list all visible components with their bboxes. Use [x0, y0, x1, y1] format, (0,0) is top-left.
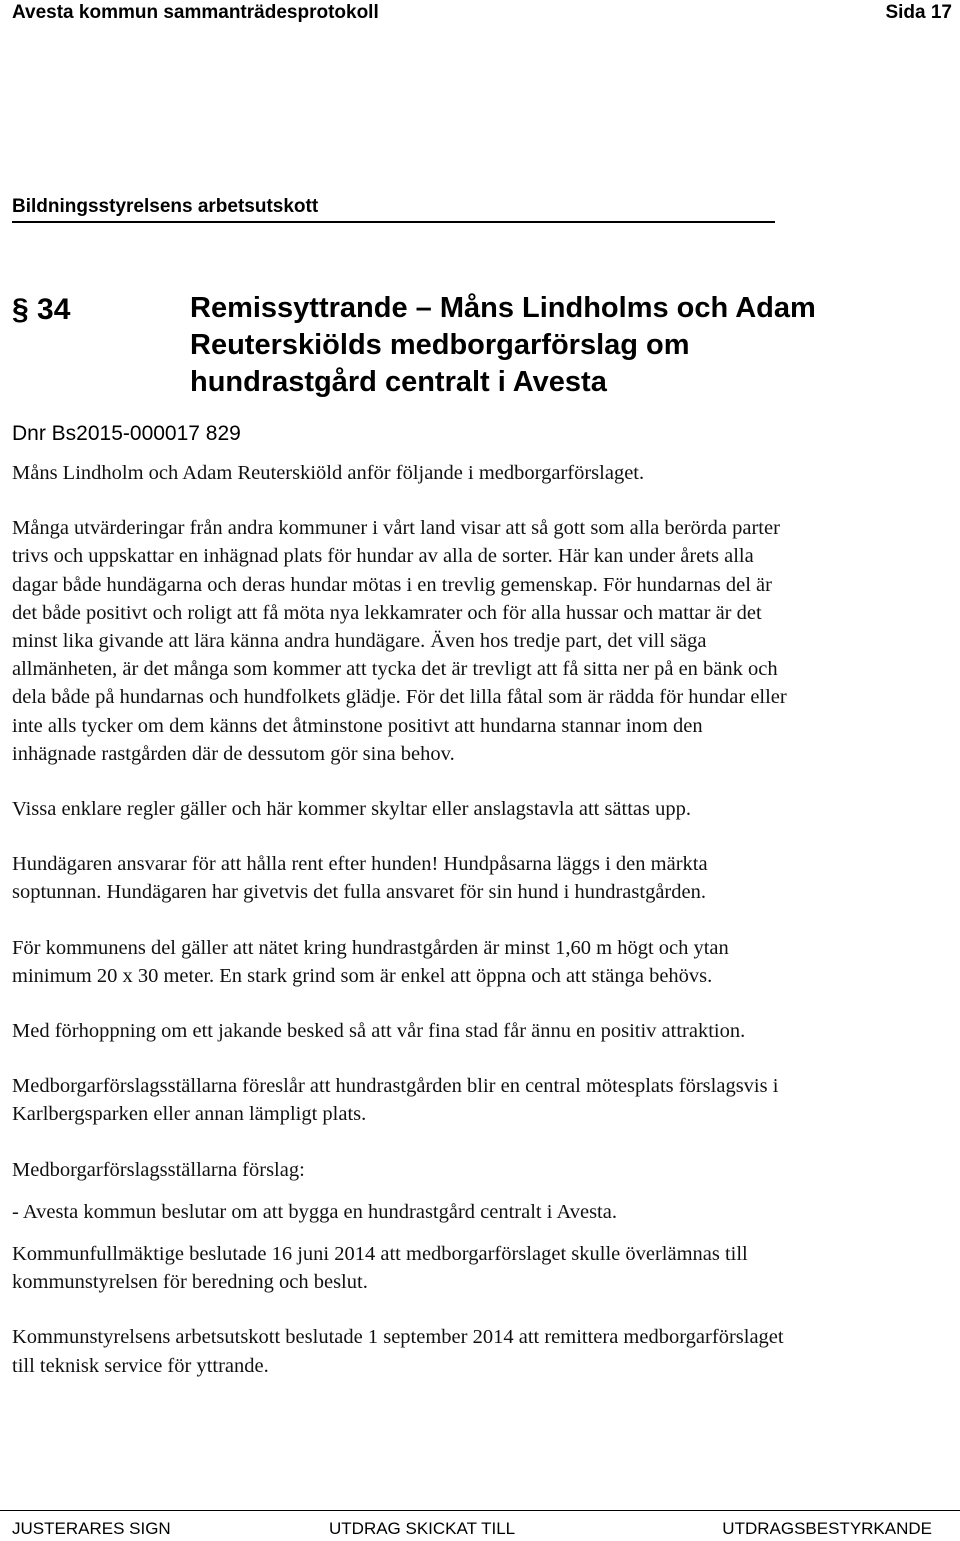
- diary-number: Dnr Bs2015-000017 829: [12, 422, 241, 445]
- paragraph-line: minst lika givande att lära känna andra hundägare. Även hos tredje part, det vill säga: [12, 630, 707, 653]
- committee-name: Bildningsstyrelsens arbetsutskott: [12, 195, 775, 223]
- paragraph-line: trivs och uppskattar en inhägnad plats för hundar av alla de sorter. Här kan under årets alla: [12, 545, 754, 568]
- paragraph-line: Med förhoppning om ett jakande besked så att vår fina stad får ännu en positiv attraktion.: [12, 1020, 746, 1043]
- paragraph: [12, 1156, 952, 1184]
- section-title: [190, 290, 950, 401]
- paragraph-line: kommunstyrelsen för beredning och beslut.: [12, 1271, 368, 1294]
- paragraph: [12, 850, 952, 906]
- section-title-line: hundrastgård centralt i Avesta: [190, 366, 607, 398]
- paragraph-line: till teknisk service för yttrande.: [12, 1354, 269, 1377]
- paragraph-line: Kommunfullmäktige beslutade 16 juni 2014 att medborgarförslaget skulle överlämnas till: [12, 1243, 748, 1266]
- page-header: [12, 0, 952, 26]
- paragraph-line: Vissa enklare regler gäller och här kommer skyltar eller anslagstavla att sättas upp.: [12, 798, 692, 821]
- paragraph: [12, 1072, 952, 1128]
- page-footer: [0, 1510, 960, 1537]
- paragraph-line: För kommunens del gäller att nätet kring hundrastgården är minst 1,60 m högt och ytan: [12, 936, 729, 959]
- section-title-line: Reuterskiölds medborgarförslag om: [190, 329, 690, 361]
- paragraph-line: Karlbergsparken eller annan lämpligt plats.: [12, 1103, 367, 1126]
- paragraph-line: Medborgarförslagsställarna föreslår att hundrastgården blir en central mötesplats förslagsvis i: [12, 1075, 779, 1098]
- paragraph-line: det både positivt och roligt att få möta nya lekkamrater och för alla hussar och mattar är det: [12, 601, 762, 624]
- paragraph-line: Måns Lindholm och Adam Reuterskiöld anför följande i medborgarförslaget.: [12, 462, 645, 484]
- paragraph-line: Hundägaren ansvarar för att hålla rent efter hunden! Hundpåsarna läggs i den märkta: [12, 853, 708, 876]
- footer-utdragsbestyrkande: UTDRAGSBESTYRKANDE: [722, 1519, 932, 1538]
- footer-utdrag-skickat: UTDRAG SKICKAT TILL: [329, 1519, 516, 1538]
- body-text: [12, 459, 952, 1380]
- page-number: Sida 17: [885, 2, 952, 23]
- paragraph-line: Kommunstyrelsens arbetsutskott beslutade 1 september 2014 att remittera medborgarförslaget: [12, 1326, 784, 1349]
- paragraph: [12, 795, 952, 823]
- section-number: § 34: [12, 293, 71, 326]
- paragraph-line: Medborgarförslagsställarna förslag:: [12, 1158, 305, 1181]
- footer-justerares-sign: JUSTERARES SIGN: [12, 1519, 171, 1538]
- paragraph: [12, 1198, 952, 1226]
- paragraph-line: Många utvärderingar från andra kommuner i vårt land visar att så gott som alla berörda parter: [12, 517, 780, 540]
- document-title: Avesta kommun sammanträdesprotokoll: [12, 2, 379, 23]
- paragraph: [12, 514, 952, 768]
- paragraph: [12, 1323, 952, 1379]
- paragraph: [12, 1240, 952, 1296]
- paragraph: [12, 934, 952, 990]
- paragraph: [12, 1017, 952, 1045]
- paragraph-line: inte alls tycker om dem känns det åtminstone positivt att hundarna stannar inom den: [12, 714, 703, 737]
- section-title-line: Remissyttrande – Måns Lindholms och Adam: [190, 292, 816, 324]
- paragraph-line: minimum 20 x 30 meter. En stark grind som är enkel att öppna och att stänga behövs.: [12, 964, 713, 987]
- paragraph-line: dagar både hundägarna och deras hundar mötas i en trevlig gemenskap. För hundarnas del är: [12, 573, 772, 596]
- paragraph: [12, 459, 952, 487]
- paragraph-line: soptunnan. Hundägaren har givetvis det fulla ansvaret för sin hund i hundrastgården.: [12, 881, 706, 904]
- paragraph-line: inhägnade rastgården där de dessutom gör sina behov.: [12, 742, 455, 765]
- paragraph-line: dela både på hundarnas och hundfolkets glädje. För det lilla fåtal som är rädda för hundar eller: [12, 686, 787, 709]
- paragraph-line: allmänheten, är det många som kommer att tycka det är trevligt att få sitta ner på en bänk och: [12, 658, 778, 681]
- paragraph-line: - Avesta kommun beslutar om att bygga en hundrastgård centralt i Avesta.: [12, 1200, 617, 1223]
